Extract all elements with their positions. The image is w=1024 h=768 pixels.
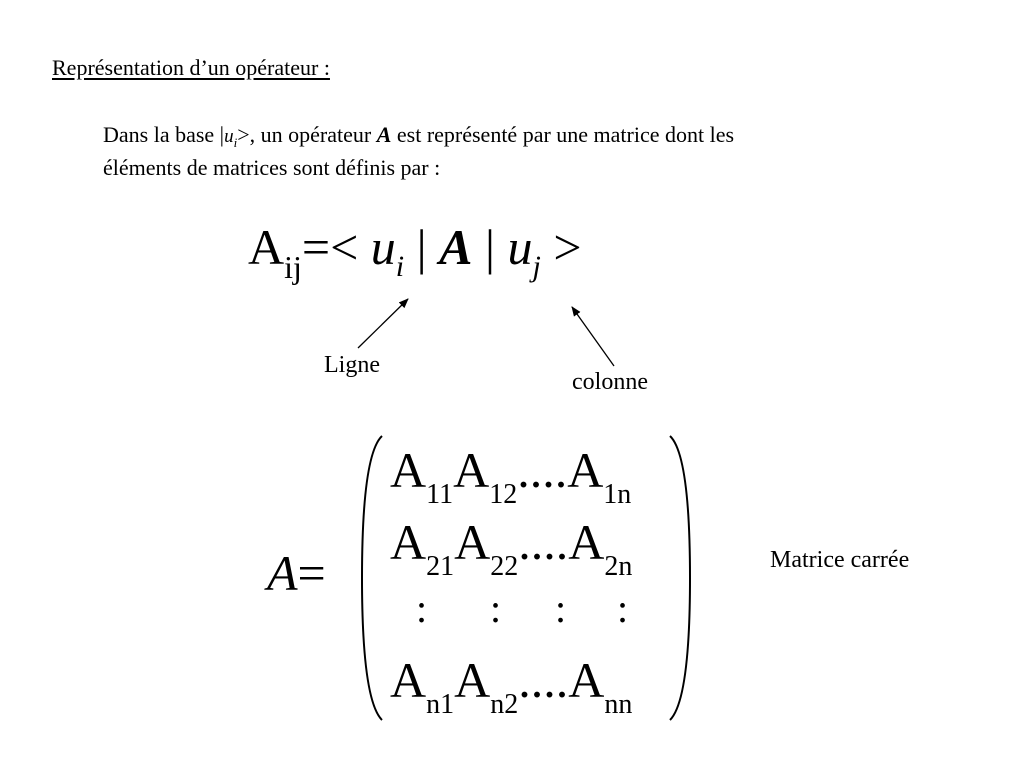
formula-close: > bbox=[540, 219, 582, 275]
intro-text-3: est représenté par une matrice dont les bbox=[391, 122, 735, 147]
formula-sub-ij: ij bbox=[284, 249, 302, 285]
matrix-row-n bbox=[390, 652, 633, 720]
formula-bar-2: | bbox=[472, 219, 508, 275]
matrix-entry: $A_{11}$ bbox=[390, 442, 454, 510]
colonne-label: colonne bbox=[572, 369, 648, 395]
matrix-entry: $A_{n2}$ bbox=[454, 652, 519, 720]
matrix-entry: $A_{22}$ bbox=[454, 514, 519, 582]
matrix-lhs bbox=[267, 545, 326, 601]
colonne-arrow bbox=[572, 307, 614, 366]
intro-line-2: éléments de matrices sont définis par : bbox=[103, 155, 441, 180]
matrix-dots: .... bbox=[518, 652, 569, 708]
matrix-vdots: : bbox=[416, 586, 428, 631]
matrix-entry: $A_{2n}$ bbox=[568, 514, 633, 582]
matrix-vdots: : bbox=[490, 586, 502, 631]
formula-bar-1: | bbox=[404, 219, 440, 275]
right-matrix-bracket bbox=[670, 436, 690, 720]
slide-title: Représentation d’un opérateur : bbox=[52, 55, 330, 80]
matrix-lhs-eq: = bbox=[297, 545, 326, 601]
matrice-carree-label: Matrice carrée bbox=[770, 547, 910, 573]
left-matrix-bracket bbox=[362, 436, 382, 720]
matrix-entry: $A_{1n}$ bbox=[567, 442, 632, 510]
intro-ket-u: $u_i$ bbox=[224, 126, 238, 150]
matrix-lhs-A: A bbox=[267, 545, 298, 601]
matrix-row-1 bbox=[390, 442, 632, 510]
formula-operator-A: A bbox=[439, 219, 473, 275]
formula-u-j-sub: j bbox=[532, 250, 541, 283]
formula-u-i-sub: i bbox=[395, 250, 405, 283]
intro-text-2: >, un opérateur bbox=[237, 122, 377, 147]
matrix-vdots: : bbox=[555, 586, 567, 631]
matrix-vdots: : bbox=[617, 586, 629, 631]
formula-u-j: u bbox=[507, 219, 533, 275]
formula-A: A bbox=[248, 219, 285, 275]
matrix-dots: .... bbox=[518, 514, 569, 570]
formula-eq-open: =< bbox=[301, 219, 371, 275]
matrix-row-2 bbox=[390, 514, 633, 582]
ligne-arrow bbox=[358, 299, 408, 348]
formula-u-i: u bbox=[370, 219, 396, 275]
matrix-dots: .... bbox=[517, 442, 568, 498]
matrix-entry: $A_{n1}$ bbox=[390, 652, 455, 720]
ligne-label: Ligne bbox=[324, 352, 380, 378]
matrix-entry: $A_{nn}$ bbox=[568, 652, 633, 720]
intro-ket-u-sub: i bbox=[233, 134, 238, 150]
matrix-entry: $A_{12}$ bbox=[453, 442, 518, 510]
matrix-entry: $A_{21}$ bbox=[390, 514, 455, 582]
intro-text-1: Dans la base | bbox=[103, 122, 225, 147]
intro-operator-A: A bbox=[376, 122, 392, 147]
